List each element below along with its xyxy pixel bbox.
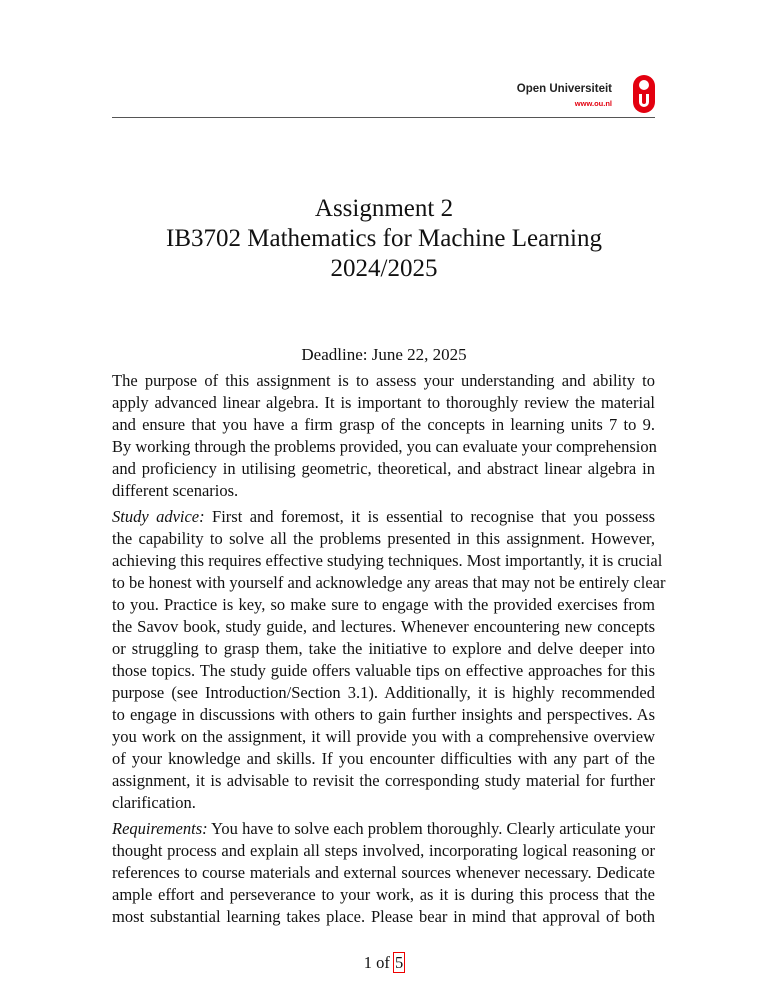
line-text: references to course materials and external sources whenever necessary. Dedicate	[112, 863, 655, 882]
text-line	[112, 550, 663, 572]
text-line	[112, 660, 655, 682]
text-line	[112, 726, 655, 748]
title-line: Assignment 2	[314, 195, 454, 222]
paragraph	[112, 506, 666, 814]
text-line	[112, 436, 655, 458]
text-line	[112, 770, 655, 792]
line-text: you work on the assignment, it will provide you with a comprehensive overview	[112, 727, 655, 746]
document-body	[112, 370, 666, 932]
line-text: purpose (see Introduction/Section 3.1). Additionally, it is highly recommended	[112, 683, 655, 702]
line-text: ample effort and perseverance to your work, as it is during this process that the	[112, 885, 655, 904]
line-text: apply advanced linear algebra. It is important to thoroughly review the material	[112, 393, 655, 412]
text-line	[112, 572, 666, 594]
open-universiteit-logo	[516, 74, 656, 114]
title-line: 2024/2025	[330, 255, 438, 282]
line-text: By working through the problems provided, you can evaluate your comprehension	[112, 437, 657, 456]
header-rule	[112, 117, 655, 118]
document-title	[0, 194, 768, 284]
text-line	[112, 748, 655, 770]
line-text: The purpose of this assignment is to assess your understanding and ability to	[112, 371, 655, 390]
text-line	[112, 528, 655, 550]
text-line	[112, 370, 655, 392]
line-text: thought process and explain all steps involved, incorporating logical reasoning or	[112, 841, 655, 860]
deadline: Deadline: June 22, 2025	[301, 345, 467, 364]
line-text: different scenarios.	[112, 481, 239, 500]
line-text: to you. Practice is key, so make sure to engage with the provided exercises from	[112, 595, 655, 614]
line-text: You have to solve each problem thoroughly. Clearly articulate your	[207, 819, 655, 838]
text-line	[112, 414, 655, 436]
line-text: the capability to solve all the problems presented in this assignment. However,	[112, 529, 655, 548]
text-line	[112, 638, 655, 660]
text-line	[112, 392, 655, 414]
text-line	[112, 594, 655, 616]
line-text: assignment, it is advisable to revisit the corresponding study material for further	[112, 771, 655, 790]
line-text: to engage in discussions with others to gain further insights and perspectives. As	[112, 705, 655, 724]
logo-name: Open Universiteit	[516, 83, 612, 95]
text-line	[112, 862, 655, 884]
text-line	[112, 840, 655, 862]
line-text: First and foremost, it is essential to recognise that you possess	[204, 507, 655, 526]
line-text: those topics. The study guide offers valuable tips on effective approaches for this	[112, 661, 655, 680]
text-line	[112, 884, 655, 906]
text-line	[112, 906, 655, 928]
ou-emblem-icon	[632, 74, 656, 114]
text-line	[112, 458, 655, 480]
line-text: the Savov book, study guide, and lectures. Whenever encountering new concepts	[112, 617, 655, 636]
line-text: of your knowledge and skills. If you encounter difficulties with any part of the	[112, 749, 655, 768]
text-line	[112, 818, 655, 840]
page-prefix: 1 of	[363, 953, 394, 972]
line-text: achieving this requires effective studying techniques. Most importantly, it is crucial	[112, 551, 663, 570]
line-text: and ensure that you have a firm grasp of the concepts in learning units 7 to 9.	[112, 415, 655, 434]
title-line: IB3702 Mathematics for Machine Learning	[166, 225, 602, 252]
line-text: or struggling to grasp them, take the initiative to explore and delve deeper into	[112, 639, 655, 658]
paragraph	[112, 370, 655, 502]
text-line	[112, 480, 655, 502]
paragraph-lead: Requirements:	[112, 819, 208, 838]
text-line	[112, 704, 655, 726]
line-text: to be honest with yourself and acknowledge any areas that may not be entirely clear	[112, 573, 666, 592]
line-text: most substantial learning takes place. Please bear in mind that approval of both	[112, 907, 655, 926]
line-text: and proficiency in utilising geometric, theoretical, and abstract linear algebra in	[112, 459, 655, 478]
paragraph	[112, 818, 655, 928]
text-line	[112, 682, 655, 704]
page-total-link[interactable]: 5	[395, 953, 404, 972]
page-number	[0, 952, 768, 974]
paragraph-lead: Study advice:	[112, 507, 205, 526]
text-line	[112, 616, 655, 638]
text-line	[112, 506, 655, 528]
line-text: clarification.	[112, 793, 196, 812]
logo-url: www.ou.nl	[574, 99, 612, 108]
text-line	[112, 792, 655, 814]
